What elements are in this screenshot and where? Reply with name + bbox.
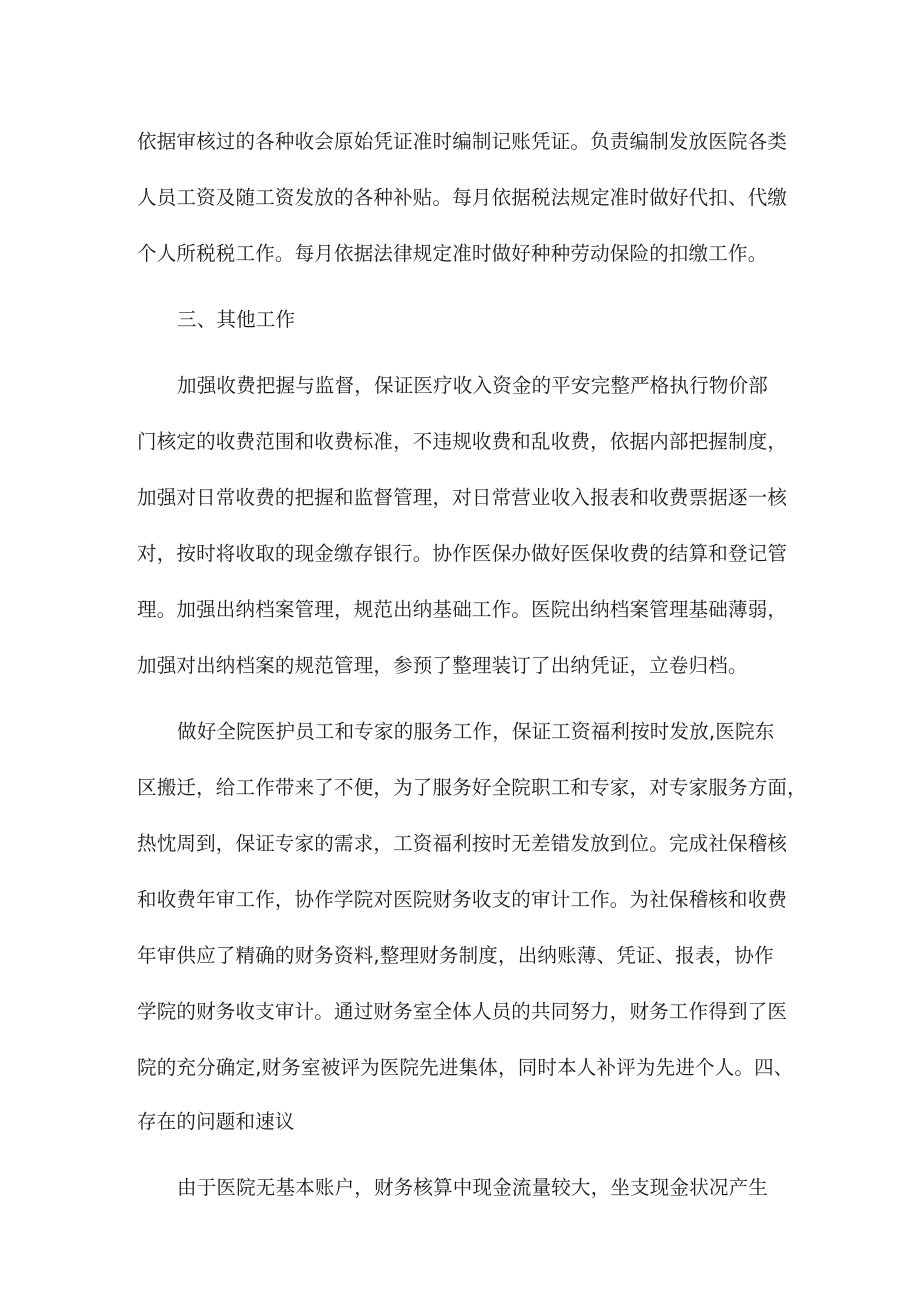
paragraph-3-line-2: 区搬迁，给工作带来了不便，为了服务好全院职工和专家，对专家服务方面，	[137, 776, 807, 799]
paragraph-2-line-3: 加强对日常收费的把握和监督管理，对日常营业收入报表和收费票据逐一核	[137, 486, 788, 509]
paragraph-3-line-7: 院的充分确定,财务室被评为医院先进集体，同时本人补评为先进个人。四、	[137, 1056, 794, 1079]
paragraph-3-line-1: 做好全院医护员工和专家的服务工作，保证工资福利按时发放,医院东	[177, 720, 775, 743]
paragraph-2-line-1: 加强收费把握与监督，保证医疗收入资金的平安完整严格执行物价部	[177, 374, 769, 397]
paragraph-2-line-2: 门核定的收费范围和收费标准，不违规收费和乱收费，依据内部把握制度，	[137, 430, 788, 453]
paragraph-2-line-4: 对，按时将收取的现金缴存银行。协作医保办做好医保收费的结算和登记管	[137, 542, 788, 565]
paragraph-2-line-6: 加强对出纳档案的规范管理，参预了整理装订了出纳凭证，立卷归档。	[137, 654, 748, 677]
paragraph-2-line-5: 理。加强出纳档案管理，规范出纳基础工作。医院出纳档案管理基础薄弱，	[137, 598, 788, 621]
section-heading: 三、其他工作	[177, 308, 296, 331]
paragraph-1-line-3: 个人所税税工作。每月依据法律规定准时做好种种劳动保险的扣缴工作。	[137, 242, 768, 265]
paragraph-3-line-3: 热忱周到，保证专家的需求，工资福利按时无差错发放到位。完成社保稽核	[137, 832, 788, 855]
paragraph-1-line-2: 人员工资及随工资发放的各种补贴。每月依据税法规定准时做好代扣、代缴	[137, 186, 788, 209]
paragraph-3-line-4: 和收费年审工作，协作学院对医院财务收支的审计工作。为社保稽核和收费	[137, 888, 788, 911]
paragraph-1-line-1: 依据审核过的各种收会原始凭证准时编制记账凭证。负责编制发放医院各类	[137, 130, 788, 153]
paragraph-3-line-6: 学院的财务收支审计。通过财务室全体人员的共同努力，财务工作得到了医	[137, 1000, 788, 1023]
paragraph-3-line-8: 存在的问题和速议	[137, 1110, 295, 1133]
paragraph-3-line-5: 年审供应了精确的财务资料,整理财务制度，出纳账薄、凭证、报表，协作	[137, 944, 774, 967]
paragraph-4-line-1: 由于医院无基本账户，财务核算中现金流量较大，坐支现金状况产生	[177, 1176, 769, 1199]
